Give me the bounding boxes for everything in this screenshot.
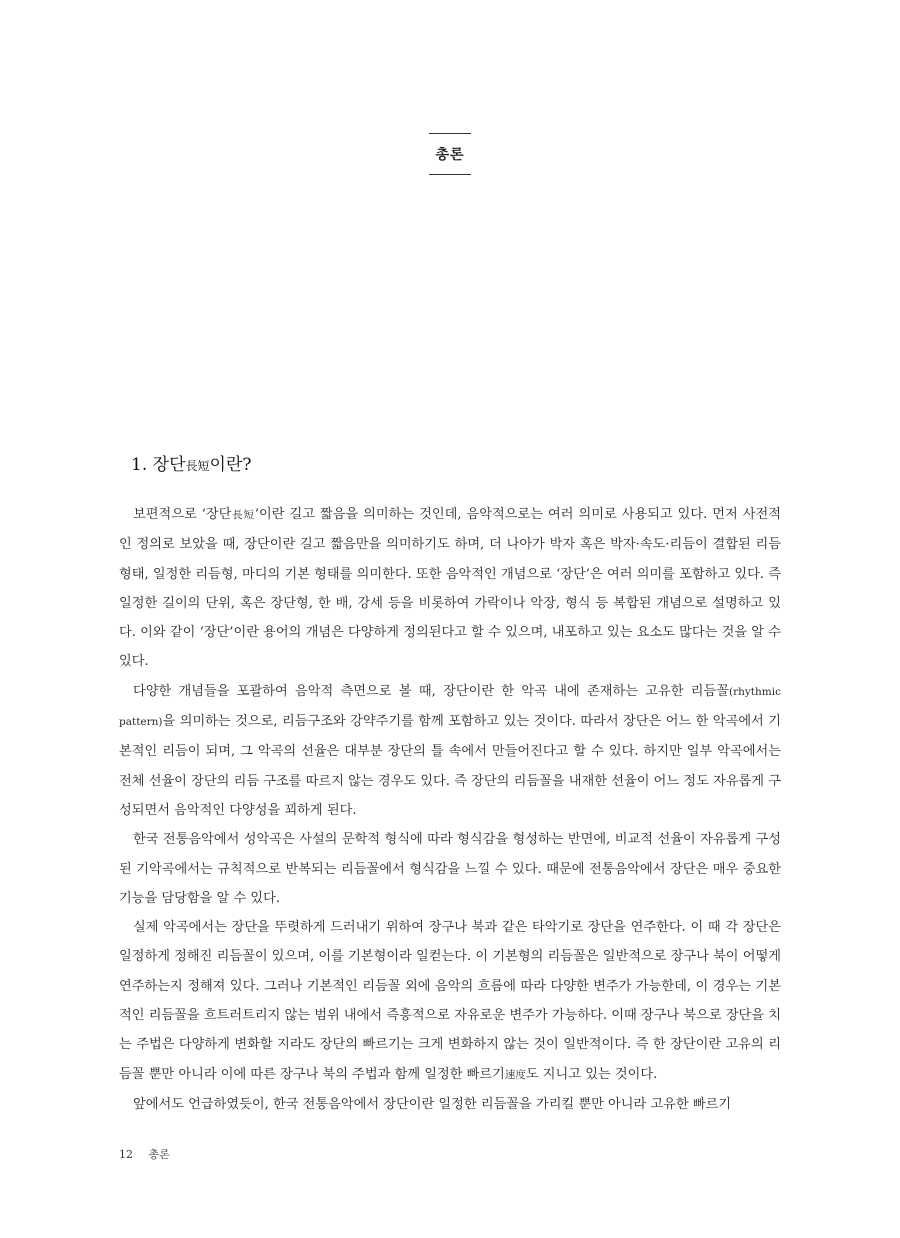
section-title-start: 장단 <box>152 455 186 475</box>
chapter-header <box>429 133 471 175</box>
paragraph-text: 보편적으로 ‘장단 <box>133 507 232 522</box>
paragraph-text: 앞에서도 언급하였듯이, 한국 전통음악에서 장단이란 일정한 리듬꼴을 가리킬 뿐만 아니라 고유한 빠르기 <box>133 1096 732 1112</box>
paragraph <box>119 500 781 677</box>
paragraph-text: 을 의미하는 것으로, 리듬구조와 강약주기를 함께 포함하고 있는 것이다. 따라서 장단은 어느 한 악곡에서 기본적인 리듬이 되며, 그 악곡의 선율은 대부분 장단의 틀 속에서 만들어진다고 할 수 있다. 하지만 일부 악곡에서는 전체 선율이 장단의 리듬 구조를 따르지 않는 경우도 있다. 즉 장단의 리듬꼴을 내재한 선율이 어느 정도 자유롭게 구성되면서 음악적인 다양성을 꾀하게 된다. <box>119 714 781 818</box>
section-number: 1. <box>131 455 148 475</box>
section-title-hanja: 長短 <box>185 459 210 473</box>
paragraph <box>119 825 781 913</box>
body-text <box>119 500 781 1119</box>
annotation-text: (rhythmic pattern) <box>119 685 781 729</box>
chapter-title: 총론 <box>435 147 465 163</box>
running-title: 총론 <box>148 1148 170 1161</box>
paragraph <box>119 1090 781 1119</box>
annotation-text: 速度 <box>504 1068 526 1081</box>
paragraph-text: 다양한 개념들을 포괄하여 음악적 측면으로 볼 때, 장단이란 한 악곡 내에 존재하는 고유한 리듬꼴 <box>133 683 729 699</box>
paragraph <box>119 913 781 1090</box>
paragraph-text: 한국 전통음악에서 성악곡은 사설의 문학적 형식에 따라 형식감을 형성하는 반면에, 비교적 선율이 자유롭게 구성된 기악곡에서는 규칙적으로 반복되는 리듬꼴에서 형식감을 느낄 수 있다. 때문에 전통음악에서 장단은 매우 중요한 기능을 담당함을 알 수 있다. <box>119 832 781 906</box>
page-footer <box>119 1146 170 1162</box>
paragraph-text: 도 지니고 있는 것이다. <box>525 1066 658 1082</box>
section-title-end: 이란? <box>209 455 252 475</box>
paragraph-text: 실제 악곡에서는 장단을 뚜렷하게 드러내기 위하여 장구나 북과 같은 타악기로 장단을 연주한다. 이 때 각 장단은 일정하게 정해진 리듬꼴이 있으며, 이를 기본형이라 일컫는다. 이 기본형의 리듬꼴은 일반적으로 장구나 북이 어떻게 연주하는지 정해져 있다. 그러나 기본적인 리듬꼴 외에 음악의 흐름에 따라 다양한 변주가 가능한데, 이 경우는 기본적인 리듬꼴을 흐트러트리지 않는 범위 내에서 즉흥적으로 자유로운 변주가 가능하다. 이때 장구나 북으로 장단을 치는 주법은 다양하게 변화할 지라도 장단의 빠르기는 크게 변화하지 않는 것이 일반적이다. 즉 한 장단이란 고유의 리듬꼴 뿐만 아니라 이에 따른 장구나 북의 주법과 함께 일정한 빠르기 <box>119 920 781 1082</box>
annotation-text: 長短 <box>231 509 255 521</box>
paragraph <box>119 677 781 825</box>
section-heading <box>131 450 251 475</box>
page-number: 12 <box>119 1148 133 1161</box>
paragraph-text: ’이란 길고 짧음을 의미하는 것인데, 음악적으로는 여러 의미로 사용되고 있다. 먼저 사전적인 정의로 보았을 때, 장단이란 길고 짧음만을 의미하기도 하며, 더 나아가 박자 혹은 박자·속도·리듬이 결합된 리듬형태, 일정한 리듬형, 마디의 기본 형태를 의미한다. 또한 음악적인 개념으로 ‘장단’은 여러 의미를 포함하고 있다. 즉 일정한 길이의 단위, 혹은 장단형, 한 배, 강세 등을 비롯하여 가락이나 악장, 형식 등 복합된 개념으로 설명하고 있다. 이와 같이 ‘장단’이란 용어의 개념은 다양하게 정의된다고 할 수 있으며, 내포하고 있는 요소도 많다는 것을 알 수 있다. <box>119 507 782 670</box>
